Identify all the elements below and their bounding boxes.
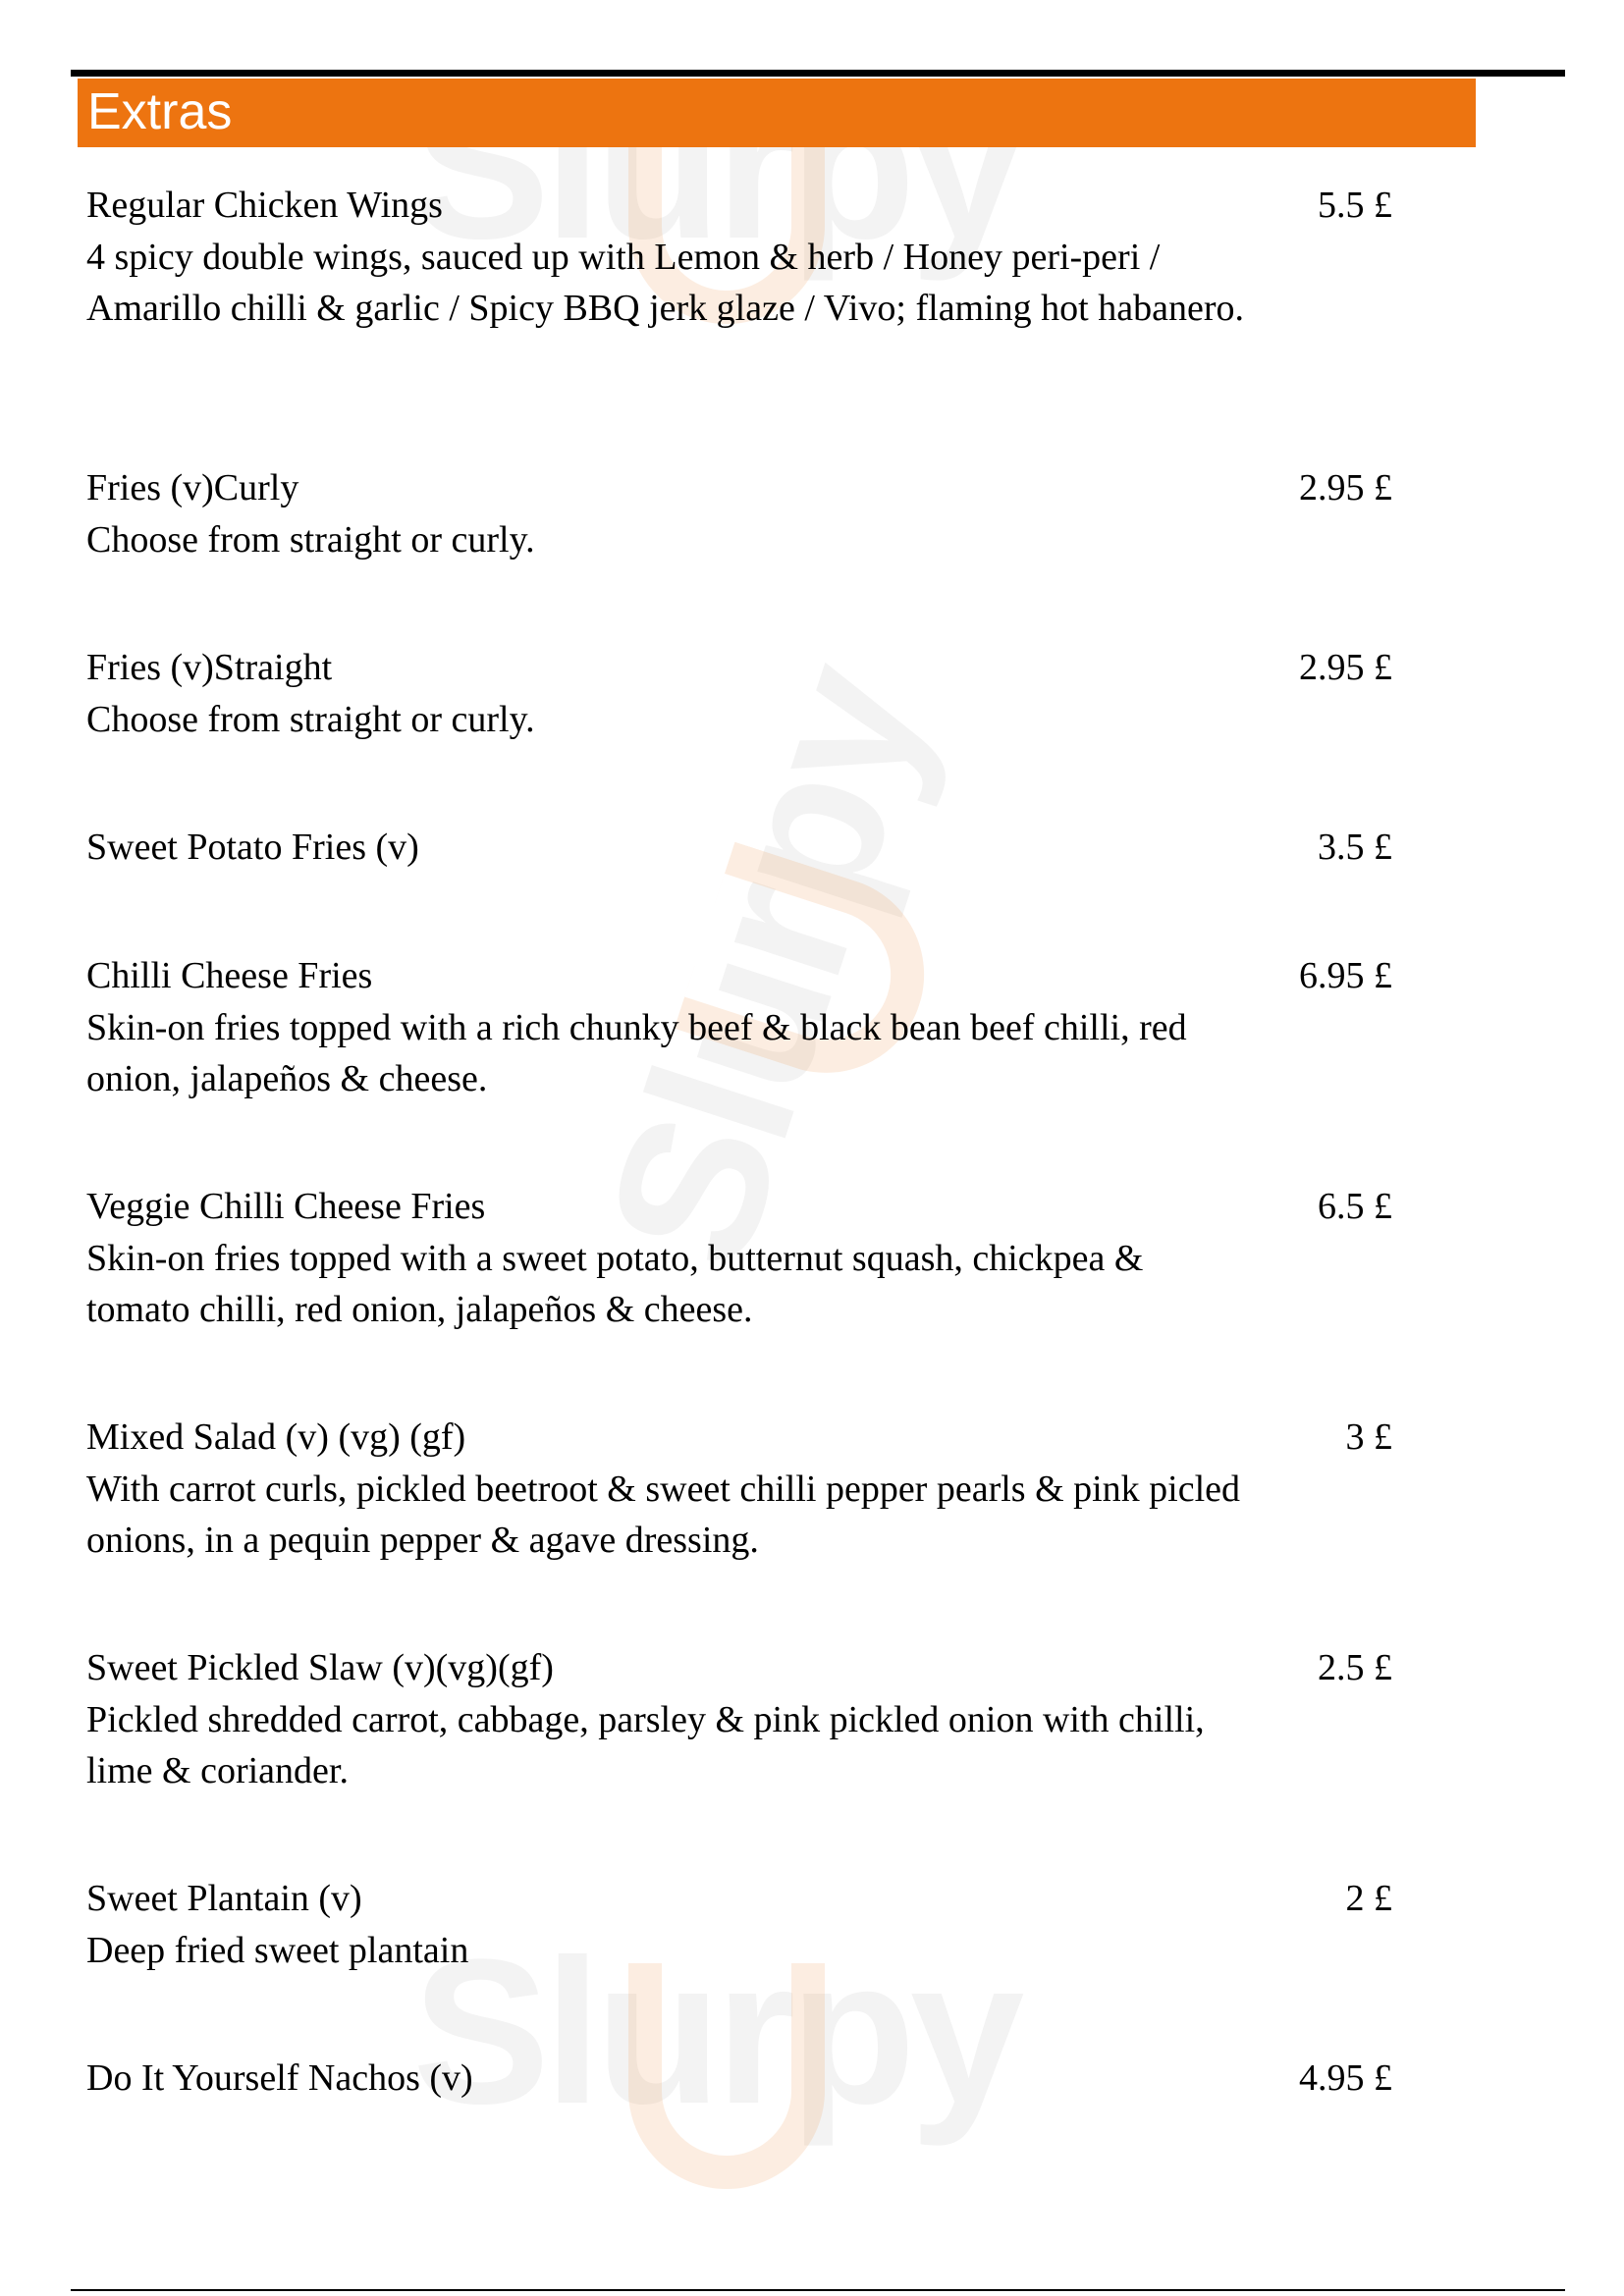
item-description: 4 spicy double wings, sauced up with Lemon & herb / Honey peri-peri / Amarillo chilli & garlic / Spicy BBQ jerk glaze / Vivo; flaming hot habanero. [86, 236, 1244, 329]
item-description: Skin-on fries topped with a sweet potato, butternut squash, chickpea & tomato chilli, red onion, jalapeños & cheese. [86, 1237, 1144, 1330]
section-header [78, 79, 1476, 147]
item-name: Veggie Chilli Cheese Fries [86, 1186, 486, 1227]
item-description: Deep fried sweet plantain [86, 1929, 469, 1971]
section-title: Extras [87, 83, 233, 140]
menu-item [86, 1873, 1392, 1976]
item-name: Sweet Plantain (v) [86, 1878, 362, 1919]
item-description: Choose from straight or curly. [86, 698, 535, 740]
item-description: Skin-on fries topped with a rich chunky beef & black bean beef chilli, red onion, jalapeños & cheese. [86, 1006, 1187, 1099]
item-name: Sweet Potato Fries (v) [86, 827, 419, 868]
item-name: Mixed Salad (v) (vg) (gf) [86, 1416, 466, 1458]
menu-item [86, 642, 1392, 745]
menu-item [86, 462, 1392, 565]
item-price: 6.95 £ [1299, 955, 1392, 996]
menu-item [86, 950, 1392, 1105]
menu-item [86, 2053, 1392, 2105]
item-price: 2.5 £ [1318, 1647, 1392, 1688]
menu-item [86, 1412, 1392, 1567]
menu-item [86, 180, 1392, 335]
item-name: Fries (v)Straight [86, 647, 333, 688]
item-price: 4.95 £ [1299, 2057, 1392, 2099]
item-name: Do It Yourself Nachos (v) [86, 2057, 473, 2099]
item-description: Pickled shredded carrot, cabbage, parsley & pink pickled onion with chilli, lime & coriander. [86, 1698, 1205, 1791]
item-price: 6.5 £ [1318, 1186, 1392, 1227]
item-description: Choose from straight or curly. [86, 518, 535, 561]
item-name: Chilli Cheese Fries [86, 955, 373, 996]
item-price: 2 £ [1345, 1878, 1392, 1919]
bottom-divider [71, 2289, 1565, 2291]
item-price: 5.5 £ [1318, 185, 1392, 226]
item-price: 3 £ [1345, 1416, 1392, 1458]
menu-item [86, 822, 1392, 874]
item-price: 2.95 £ [1299, 467, 1392, 508]
menu-item [86, 1181, 1392, 1336]
item-description: With carrot curls, pickled beetroot & sweet chilli pepper pearls & pink picled onions, in a pequin pepper & agave dressing. [86, 1468, 1241, 1561]
item-price: 3.5 £ [1318, 827, 1392, 868]
menu-item [86, 1642, 1392, 1797]
item-name: Fries (v)Curly [86, 467, 299, 508]
top-divider [71, 70, 1565, 77]
item-name: Sweet Pickled Slaw (v)(vg)(gf) [86, 1647, 554, 1688]
item-name: Regular Chicken Wings [86, 185, 443, 226]
item-price: 2.95 £ [1299, 647, 1392, 688]
